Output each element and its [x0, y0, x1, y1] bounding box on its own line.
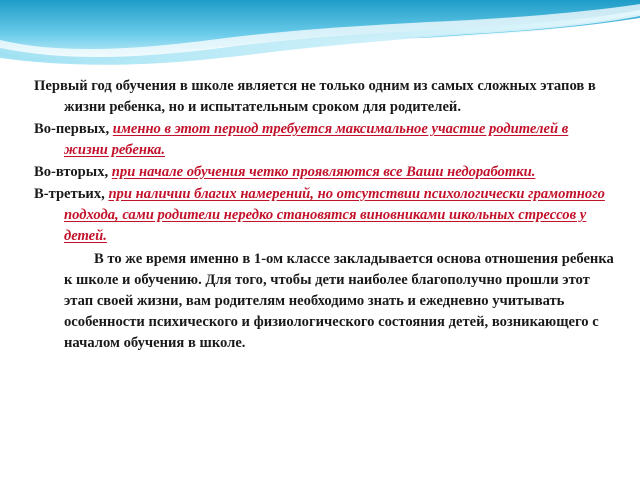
point-second-highlight: при начале обучения четко проявляются все Ваши недоработки. — [111, 164, 536, 180]
point-third-lead: В-третьих, — [34, 186, 109, 202]
point-third — [34, 184, 614, 247]
point-first-highlight: именно в этот период требуется максимальное участие родителей в жизни ребенка. — [64, 121, 569, 158]
point-first — [34, 119, 614, 161]
point-first-lead: Во-первых, — [34, 121, 113, 137]
main-text — [34, 76, 614, 355]
point-second-lead: Во-вторых, — [34, 164, 112, 180]
conclusion-paragraph: В то же время именно в 1-ом классе закладывается основа отношения ребенка к школе и обучению. Для того, чтобы дети наиболее благополучно прошли этот этап своей жизни, вам родителям необходимо знать и ежедневно учитывать особенности психического и физиологического состояния детей, возникающего с началом обучения в школе. — [64, 251, 614, 351]
point-second — [34, 162, 614, 183]
top-wave-decoration — [0, 0, 640, 68]
point-third-highlight: при наличии благих намерений, но отсутствии психологически грамотного подхода, сами родители нередко становятся виновниками школьных стрессов у детей. — [64, 186, 605, 244]
intro-paragraph: Первый год обучения в школе является не только одним из самых сложных этапов в жизни ребенка, но и испытательным сроком для родителей. — [34, 78, 596, 115]
